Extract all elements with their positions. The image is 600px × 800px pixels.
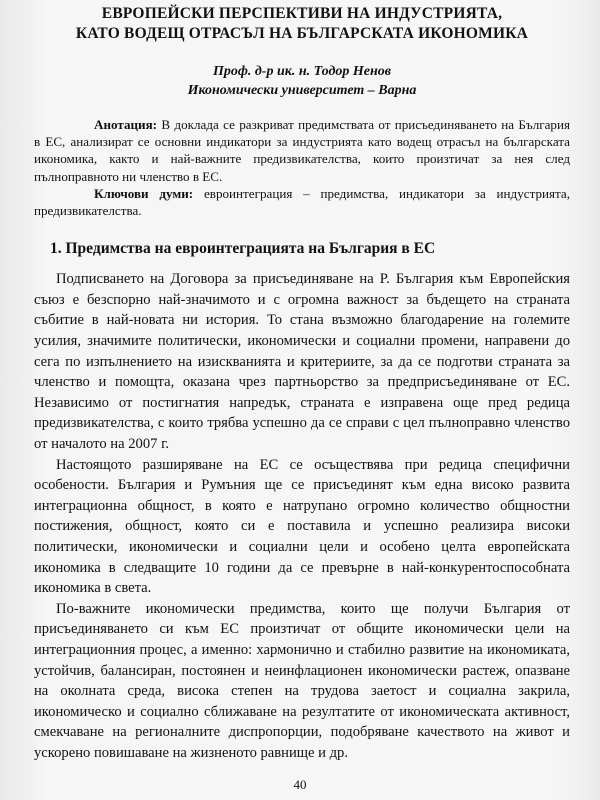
body-paragraph-1: Подписването на Договора за присъединяване на Р. България към Европейския съюз е безспорно най-значимото и с огромна важност за бъдещето на страната събитие в най-новата ни история. То стана възможно благодарение на големите усилия, значимите политически, икономически и социални промени, направени до сега по изпълнението на изискванията и критериите, за да се подготви страната за членство и помощта, оказана чрез партньорство за предприсъединяване от ЕС. Независимо от постигнатия напредък, страната е изправена още пред редица предизвикателства, с които трябва успешно да се справи с цел пълноправно членство от началото на 2007 г. <box>34 271 570 452</box>
abstract-block <box>34 116 570 219</box>
body-paragraph-3: По-важните икономически предимства, които ще получи България от присъединяването си към ЕС произтичат от общите икономически цели на интеграционния процес, а именно: хармонично и стабилно развитие на икономиката, устойчив, балансиран, постоянен и неинфлационен икономически растеж, опазване на околната среда, висока степен на трудова заетост и социална закрила, икономическо и социално сближаване на резултатите от икономическата активност, смекчаване на регионалните диспропорции, подобряване качеството на живот и ускорено повишаване на жизненото равнище и др. <box>34 600 570 761</box>
keywords-paragraph <box>34 185 570 219</box>
abstract-text: В доклада се разкриват предимствата от присъединяването на България в ЕС, анализират се основни индикатори за индустрията като водещ отрасъл на българската икономика, както и най-важните предизвикателства, които произтичат за нея след пълноправното ни членство в ЕС. <box>34 117 570 184</box>
author-block <box>34 62 570 100</box>
paper-title <box>34 4 570 44</box>
paper-title-line-1: ЕВРОПЕЙСКИ ПЕРСПЕКТИВИ НА ИНДУСТРИЯТА, <box>101 5 503 22</box>
abstract-paragraph <box>34 116 570 185</box>
body-paragraph-2: Настоящото разширяване на ЕС се осъществява при редица специфични особености. България и Румъния ще се присъединят към една високо развита интеграционна общност, в която е натрупано огромно количество общностни постижения, общност, която си е поставила и успешно реализира високи политически, икономически и социални цели и особено целта европейската икономика в следващите 10 години да се превърне в най-конкурентоспособната икономика в света. <box>34 456 570 597</box>
abstract-label: Анотация: <box>94 117 158 132</box>
keywords-label: Ключови думи: <box>94 185 194 201</box>
author-name: Проф. д-р ик. н. Тодор Ненов <box>212 64 392 79</box>
keywords-text: евроинтеграция – предимства, индикатори за индустрията, предизвикателства. <box>34 185 570 219</box>
section-body <box>34 269 570 763</box>
paper-title-line-2: КАТО ВОДЕЩ ОТРАСЪЛ НА БЪЛГАРСКАТА ИКОНОМИКА <box>75 25 529 42</box>
author-affiliation: Икономически университет – Варна <box>187 83 417 98</box>
page-number: 40 <box>293 777 307 792</box>
section-heading: 1. Предимства на евроинтеграцията на България в ЕС <box>50 240 436 258</box>
